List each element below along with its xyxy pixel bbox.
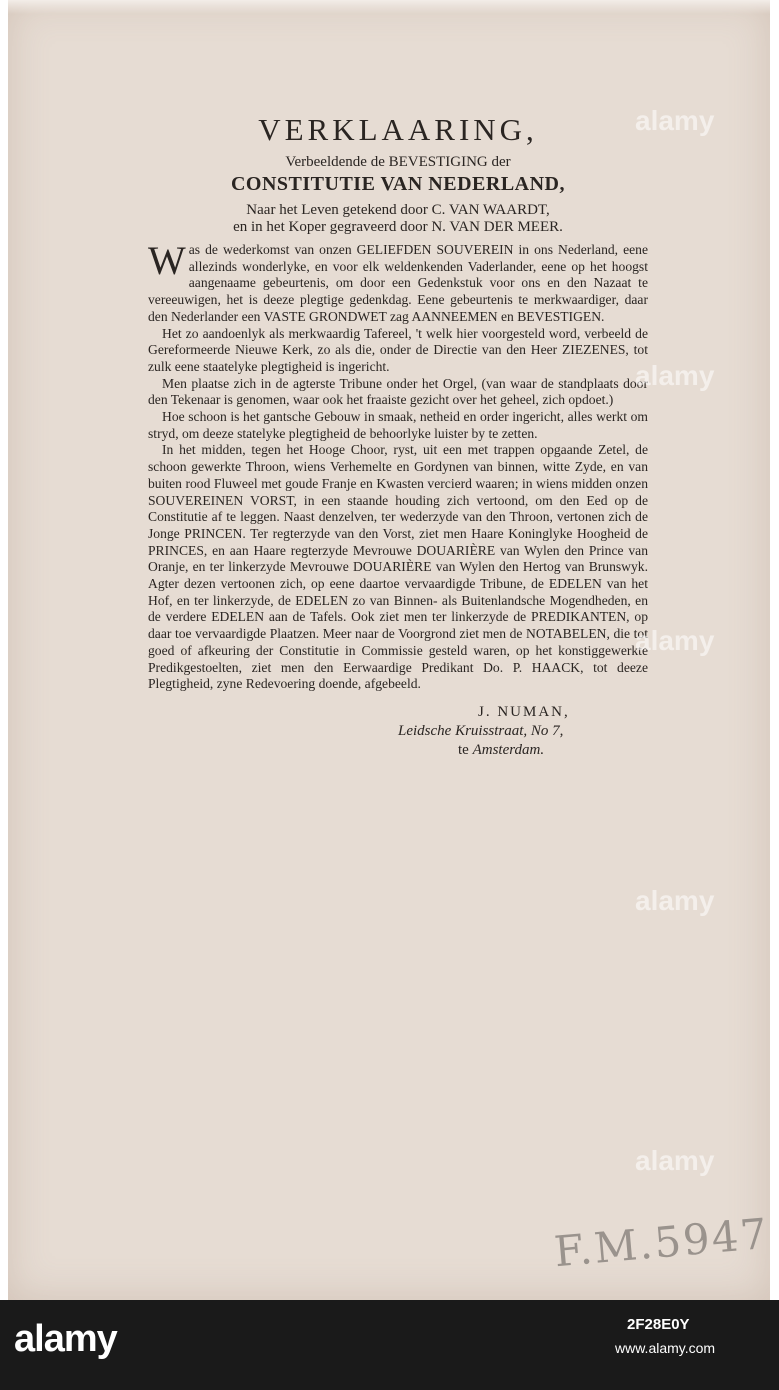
city-prefix: te xyxy=(458,741,469,758)
watermark: alamy xyxy=(635,1145,715,1176)
watermark: alamy xyxy=(635,625,715,656)
document-subtitle-2: CONSTITUTIE VAN NEDERLAND, xyxy=(230,173,565,195)
paragraph: Hoe schoon is het gantsche Gebouw in smaak, netheid en order ingericht, alles werkt om stryd, om deeze statelyke plegtigheid de behoorlyke luister by te zetten. xyxy=(148,409,648,441)
document-content xyxy=(148,112,648,760)
site-url[interactable]: www.alamy.com xyxy=(615,1340,716,1356)
image-id: 2F28E0Y xyxy=(627,1316,690,1333)
paragraph: In het midden, tegen het Hooge Choor, ryst, uit een met trappen opgaande Zetel, de schoon gewerkte Throon, wiens Verhemelte en Gordynen van binnen, witte Zyde, en van buiten rood Fluweel met goude Franje en Kwasten vercierd waaren; in wiens midden onzen SOUVEREINEN VORST, in een staande houding zich vertoond, om den Eed op de Constitutie af te leggen. Naast denzelven, ter wederzyde van den Throon, vertonen zich de Jonge PRINCEN. Ter regterzyde van den Vorst, ziet men Haare Koninglyke Hoogheid de PRINCES, en aan Haare regterzyde Mevrouwe DOUARIÈRE van Wylen den Prince van Oranje, en ter linkerzyde Mevrouwe DOUARIÈRE van Wylen den Hertog van Brunswyk. Agter dezen vertoonen zich, op eene daartoe vervaardigde Tribune, de EDELEN van het Hof, en ter linkerzyde, de EDELEN zo van Binnen- als Buitenlandsche Mogendheden, en de verdere EDELEN aan de Tafels. Ook ziet men ter linkerzyde de PREDIKANTEN, op daar toe vervaardigde Plaatzen. Meer naar de Voorgrond ziet men de NOTABELEN, die tot goed of afkeuring der Constitutie in Commissie gesteld waren, op het konstiggewerkte Predikgestoelten, ziet men den Eerwaardige Predikant Do. P. HAACK, tot deeze Plegtigheid, zyne Redevoering doende, afgebeeld. xyxy=(148,442,648,692)
paragraph-text: as de wederkomst van onzen GELIEFDEN SOUVEREIN in ons Nederland, eene allezinds wonderlyke, en voor elk weldenkenden Vaderlander, eene op het hoogst aangenaame gebeurtenis, om door een Gedenkstuk voor ons en den Nazaat te vereeuwigen, het is deeze plegtige gedenkdag. Eene gebeurtenis te merkwaardiger, daar den Nederlander een VASTE GRONDWET zag AANNEEMEN en BEVESTIGEN. xyxy=(148,242,648,324)
document-subtitle-3 xyxy=(148,202,648,236)
publisher-signature xyxy=(398,703,648,760)
document-title: VERKLAARING, xyxy=(258,112,538,147)
document-subtitle-1: Verbeeldende de BEVESTIGING der xyxy=(285,154,511,170)
engraver-line-2: en in het Koper gegraveerd door N. VAN DER MEER. xyxy=(233,219,563,235)
footer-bar xyxy=(0,1300,779,1390)
watermark: alamy xyxy=(635,360,715,391)
city-name: Amsterdam. xyxy=(472,741,545,758)
paragraph: Het zo aandoenlyk als merkwaardig Tafereel, 't welk hier voorgesteld word, verbeeld de Gereformeerde Nieuwe Kerk, zo als die, onder de Directie van den Heer ZIEZENES, tot zulk eene staatelyke plegtigheid is ingericht. xyxy=(148,325,648,374)
alamy-logo[interactable]: alamy xyxy=(14,1318,117,1360)
publisher-address: Leidsche Kruisstraat, No 7, xyxy=(398,722,564,739)
document-body xyxy=(148,238,648,693)
publisher-name: J. NUMAN, xyxy=(478,703,570,720)
drop-cap: W xyxy=(148,238,186,283)
paragraph: Men plaatse zich in de agterste Tribune onder het Orgel, (van waar de standplaats door den Tekenaar is genomen, waar ook het fraaiste gezicht over het geheel, zich opdoet.) xyxy=(148,375,648,408)
paragraph xyxy=(148,238,648,326)
watermark: alamy xyxy=(635,885,715,916)
publisher-city xyxy=(458,741,648,760)
handwritten-catalog-note: F.M.5947 xyxy=(552,1208,771,1277)
watermark: alamy xyxy=(635,105,715,136)
engraver-line-1: Naar het Leven getekend door C. VAN WAARDT, xyxy=(246,202,550,218)
